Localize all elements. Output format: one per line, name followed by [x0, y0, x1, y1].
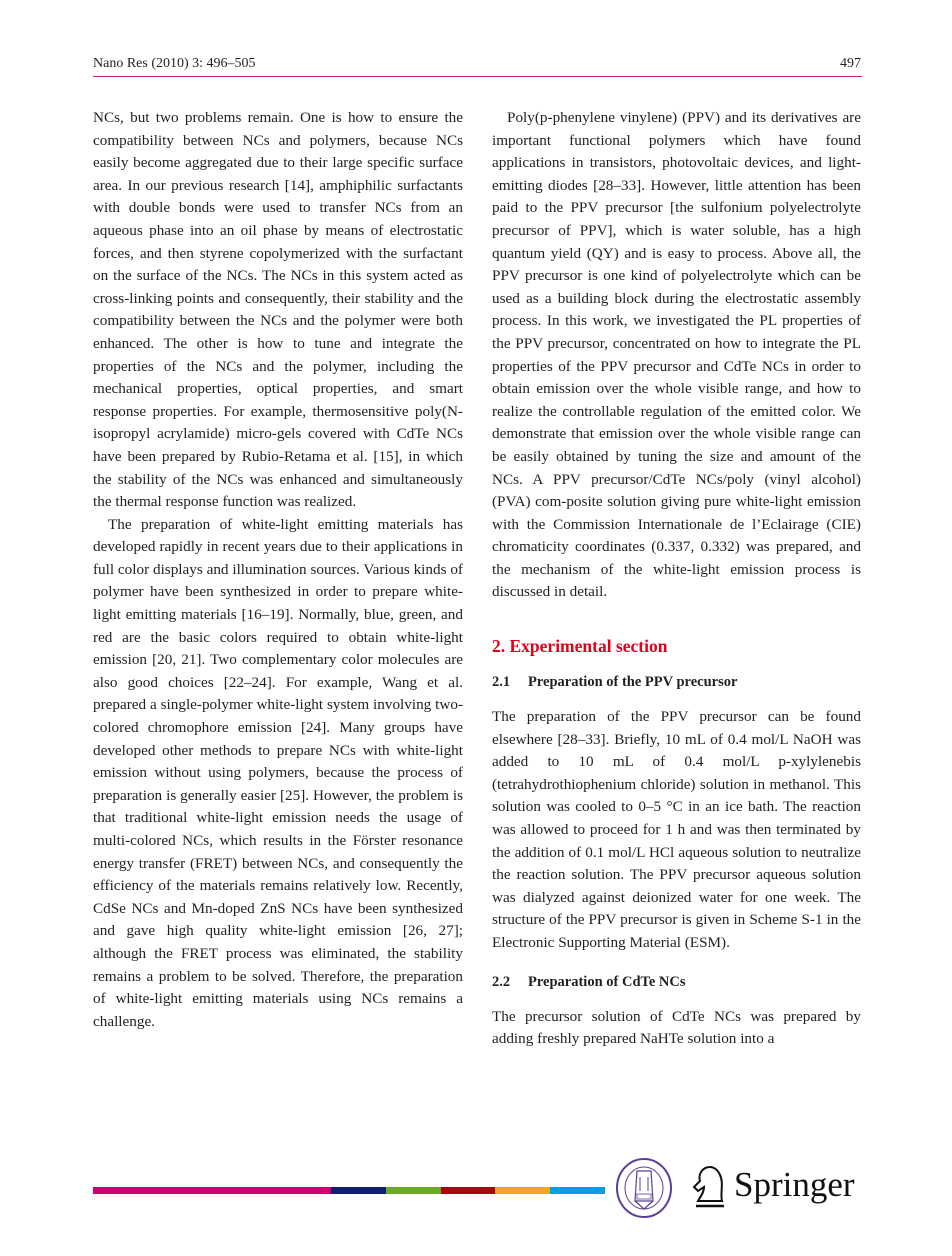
section-heading: 2. Experimental section	[492, 636, 668, 657]
body-paragraph: The preparation of white-light emitting materials has developed rapidly in recent years due to their applications in full color displays and illumination sources. Various kinds of polymer have been synthesized in order to prepare white-light emitting materials [16–19]. Normally, blue, green, and red are the basic colors required to obtain white-light emission [20, 21]. Two complementary color molecules are also good choices [22–24]. For example, Wang et al. prepared a single-polymer white-light system involving two-colored chromophore emission [24]. Many groups have developed other methods to prepare NCs with white-light emission without using polymers, because the process of preparation is generally easier [25]. However, the problem is that traditional white-light emission needs the usage of multi-colored NCs, which results in the Förster resonance energy transfer (FRET) between NCs, and consequently the efficiency of the materials remains relatively low. Recently, CdSe NCs and Mn-doped ZnS NCs have been synthesized and gave high quality white-light emission [26, 27]; although the FRET process was eliminated, the stability remains a problem to be solved. Therefore, the preparation of white-light emitting materials using NCs remains a challenge.	[93, 515, 463, 1030]
springer-logo	[690, 1163, 865, 1213]
body-paragraph: The precursor solution of CdTe NCs was prepared by adding freshly prepared NaHTe solution into a	[492, 1007, 861, 1048]
springer-horse-icon	[690, 1163, 730, 1211]
page-number: 497	[840, 56, 861, 71]
color-segment-orange	[495, 1187, 550, 1194]
body-paragraph: NCs, but two problems remain. One is how to ensure the compatibility between NCs and polymers, because NCs easily become aggregated due to their large specific surface area. In our previous research [14], amphiphilic surfactants with double bonds were used to transfer NCs from an aqueous phase into an oil phase by means of electrostatic forces, and then styrene copolymerized with the surfactant on the surface of the NCs. The NCs in this system acted as cross-linking points and consequently, their stability and the compatibility between the NCs and the polymer were both enhanced. The other is how to tune and integrate the properties of the NCs and the polymer, including the mechanical properties, optical properties, and smart response properties. For example, thermosensitive poly(N-isopropyl acrylamide) micro-gels covered with CdTe NCs have been prepared by Rubio-Retama et al. [15], in which the stability of the NCs was enhanced and simultaneously the thermal response function was realized.	[93, 109, 463, 511]
running-header	[93, 56, 861, 76]
header-rule	[93, 76, 862, 77]
left-column	[93, 107, 463, 1033]
tsinghua-seal-icon	[615, 1157, 673, 1219]
body-paragraph: The preparation of the PPV precursor can be found elsewhere [28–33]. Briefly, 10 mL of 0.4 mol/L NaOH was added to 10 mL of 0.4 mol/L p-xylylenebis (tetrahydrothiophenium chloride) solution in methanol. This solution was cooled to 0–5 °C in an ice bath. The reaction was allowed to proceed for 1 h and was then terminated by the addition of 0.1 mol/L HCl aqueous solution to neutralize the reaction solution. The PPV precursor aqueous solution was dialyzed against deionized water for one week. The structure of the PPV precursor is given in Scheme S-1 in the Electronic Supporting Material (ESM).	[492, 708, 861, 951]
journal-citation: Nano Res (2010) 3: 496–505	[93, 56, 256, 71]
color-segment-green	[386, 1187, 441, 1194]
subsection-heading	[492, 971, 861, 993]
color-segment-magenta	[93, 1187, 331, 1194]
right-column	[492, 107, 861, 1051]
subsection-number: 2.2	[492, 973, 511, 990]
subsection-number: 2.1	[492, 674, 511, 691]
color-segment-navy	[331, 1187, 386, 1194]
color-segment-red	[441, 1187, 495, 1194]
color-segment-blue	[550, 1187, 605, 1194]
subsection-title: Preparation of the PPV precursor	[528, 674, 738, 691]
body-paragraph: Poly(p-phenylene vinylene) (PPV) and its derivatives are important functional polymers which have found applications in transistors, photovoltaic devices, and light-emitting diodes [28–33]. However, little attention has been paid to the PPV precursor [the sulfonium polyelectrolyte precursor of PPV], which is water soluble, has a high quantum yield (QY) and is easy to process. Above all, the PPV precursor is one kind of polyelectrolyte which can be used as a building block during the electrostatic assembly process. In this work, we investigated the PL properties of the PPV precursor, concentrated on how to integrate the PL properties of the PPV precursor and CdTe NCs in order to obtain emission over the whole visible range, and how to realize the controllable regulation of the emitted color. We demonstrate that emission over the whole visible range can be easily obtained by tuning the size and amount of the NCs. A PPV precursor/CdTe NCs/poly (vinyl alcohol) (PVA) com-posite solution giving pure white-light emission with the Commission Internationale de l’Eclairage (CIE) chromaticity coordinates (0.337, 0.332) was prepared, and the mechanism of the white-light emission process is discussed in detail.	[492, 109, 861, 601]
springer-wordmark: Springer	[734, 1165, 855, 1204]
subsection-title: Preparation of CdTe NCs	[528, 973, 686, 990]
subsection-heading	[492, 671, 861, 693]
footer-color-bar	[93, 1187, 605, 1194]
tsinghua-press-logo	[615, 1157, 673, 1219]
